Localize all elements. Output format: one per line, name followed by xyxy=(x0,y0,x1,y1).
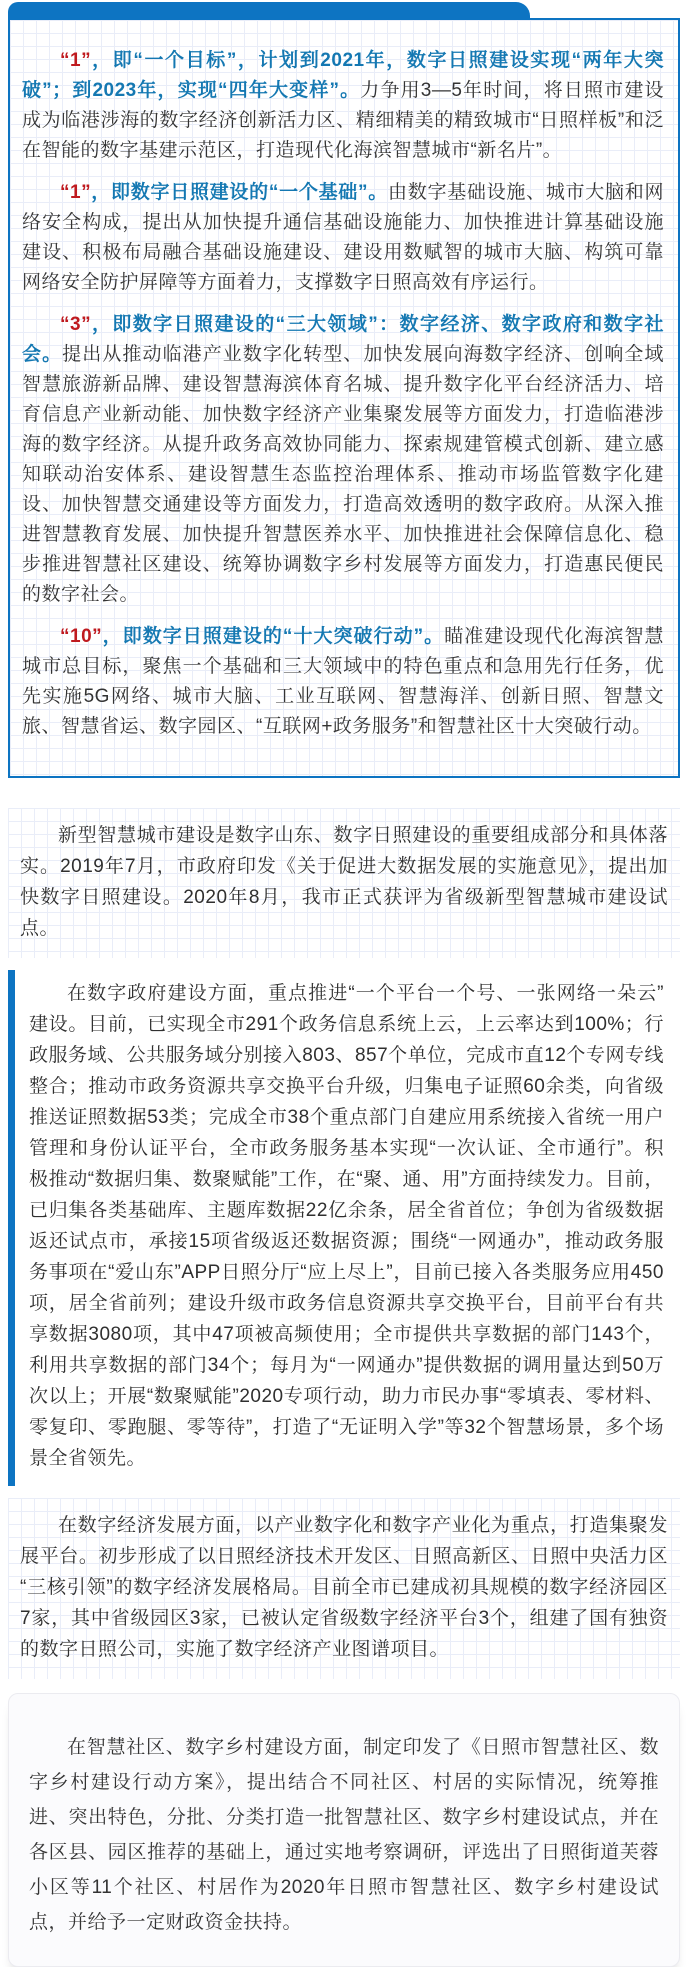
highlight-card xyxy=(8,2,680,778)
highlight-lead: ，即数字日照建设的“一个基础”。 xyxy=(91,182,388,203)
paragraph-body: 提出从推动临港产业数字化转型、加快发展向海数字经济、创响全域智慧旅游新品牌、建设智慧海滨体育名城、提升数字化平台经济活力、培育信息产业新动能、加快数字经济产业集聚发展等方面发力，打造临港涉海的数字经济。从提升政务高效协同能力、探索规建管模式创新、建立感知联动治安体系、建设智慧生态监控治理体系、推动市场监管数字化建设、加快智慧交通建设等方面发力，打造高效透明的数字政府。从深入推进智慧教育发展、加快提升智慧医养水平、加快推进社会保障信息化、稳步推进智慧社区建设、统筹协调数字乡村发展等方面发力，打造惠民便民的数字社会。 xyxy=(22,344,664,605)
highlight-number: “1” xyxy=(60,50,92,71)
digital-government-paragraph: 在数字政府建设方面，重点推进“一个平台一个号、一张网络一朵云”建设。目前，已实现全市291个政务信息系统上云，上云率达到100%；行政服务域、公共服务域分别接入803、857个单位，完成市直12个专网专线整合；推动市政务资源共享交换平台升级，归集电子证照60余类，向省级推送证照数据53类；完成全市38个重点部门自建应用系统接入省统一用户管理和身份认证平台，全市政务服务基本实现“一次认证、全市通行”。积极推动“数据归集、数聚赋能”工作，在“聚、通、用”方面持续发力。目前，已归集各类基础库、主题库数据22亿余条，居全省首位；争创为省级数据返还试点市，承接15项省级返还数据资源；围绕“一网通办”，推动政务服务事项在“爱山东”APP日照分厅“应上尽上”，目前已接入各类服务应用450项，居全省前列；建设升级市政务信息资源共享交换平台，目前平台有共享数据3080项，其中47项被高频使用；全市提供共享数据的部门143个，利用共享数据的部门34个；每月为“一网通办”提供数据的调用量达到50万次以上；开展“数聚赋能”2020专项行动，助力市民办事“零填表、零材料、零复印、零跑腿、零等待”，打造了“无证明入学”等32个智慧场景，多个场景全省领先。 xyxy=(29,983,664,1469)
smart-community-card xyxy=(8,1693,680,1967)
highlight-number: “3” xyxy=(60,314,92,335)
card-paragraph-goal xyxy=(22,46,664,166)
paragraph-body: 由数字基础设施、城市大脑和网络安全构成，提出从加快提升通信基础设施能力、加快推进计算基础设施建设、积极布局融合基础设施建设、建设用数赋智的城市大脑、构筑可靠网络安全防护屏障等方面着力，支撑数字日照高效有序运行。 xyxy=(22,182,664,293)
card-paragraph-foundation xyxy=(22,178,664,298)
card-paragraph-actions xyxy=(22,622,664,742)
highlight-card-body xyxy=(8,18,680,778)
card-paragraph-domains xyxy=(22,310,664,610)
highlight-lead: ，即数字日照建设的“三大领域”：数字经济、数字政府和数字社会。 xyxy=(22,314,664,365)
paragraph-body: 瞄准建设现代化海滨智慧城市总目标，聚焦一个基础和三大领域中的特色重点和急用先行任务，优先实施5G网络、城市大脑、工业互联网、智慧海洋、创新日照、智慧文旅、智慧省运、数字园区、“互联网+政务服务”和智慧社区十大突破行动。 xyxy=(22,626,664,737)
paragraph-body: 力争用3—5年时间，将日照市建设成为临港涉海的数字经济创新活力区、精细精美的精致城市“日照样板”和泛在智能的数字基建示范区，打造现代化海滨智慧城市“新名片”。 xyxy=(22,80,664,161)
card-header-tab xyxy=(8,2,530,18)
section-digital-economy xyxy=(8,1498,680,1679)
digital-economy-paragraph: 在数字经济发展方面，以产业数字化和数字产业化为重点，打造集聚发展平台。初步形成了以日照经济技术开发区、日照高新区、日照中央活力区“三核引领”的数字经济发展格局。目前全市已建成初具规模的数字经济园区7家，其中省级园区3家，已被认定省级数字经济平台3个，组建了国有独资的数字日照公司，实施了数字经济产业图谱项目。 xyxy=(20,1515,668,1660)
section-digital-government xyxy=(8,970,680,1486)
highlight-lead: ，即数字日照建设的“十大突破行动”。 xyxy=(102,626,445,647)
intro-paragraph: 新型智慧城市建设是数字山东、数字日照建设的重要组成部分和具体落实。2019年7月，市政府印发《关于促进大数据发展的实施意见》，提出加快数字日照建设。2020年8月，我市正式获评为省级新型智慧城市建设试点。 xyxy=(20,825,668,939)
smart-community-paragraph: 在智慧社区、数字乡村建设方面，制定印发了《日照市智慧社区、数字乡村建设行动方案》，提出结合不同社区、村居的实际情况，统筹推进、突出特色，分批、分类打造一批智慧社区、数字乡村建设试点，并在各区县、园区推荐的基础上，通过实地考察调研，评选出了日照街道芙蓉小区等11个社区、村居作为2020年日照市智慧社区、数字乡村建设试点，并给予一定财政资金扶持。 xyxy=(29,1737,659,1933)
highlight-lead: ，即“一个目标”，计划到2021年，数字日照建设实现“两年大突破”；到2023年，实现“四年大变样”。 xyxy=(22,50,664,101)
section-intro xyxy=(8,808,680,958)
highlight-number: “10” xyxy=(60,626,103,647)
highlight-number: “1” xyxy=(60,182,92,203)
